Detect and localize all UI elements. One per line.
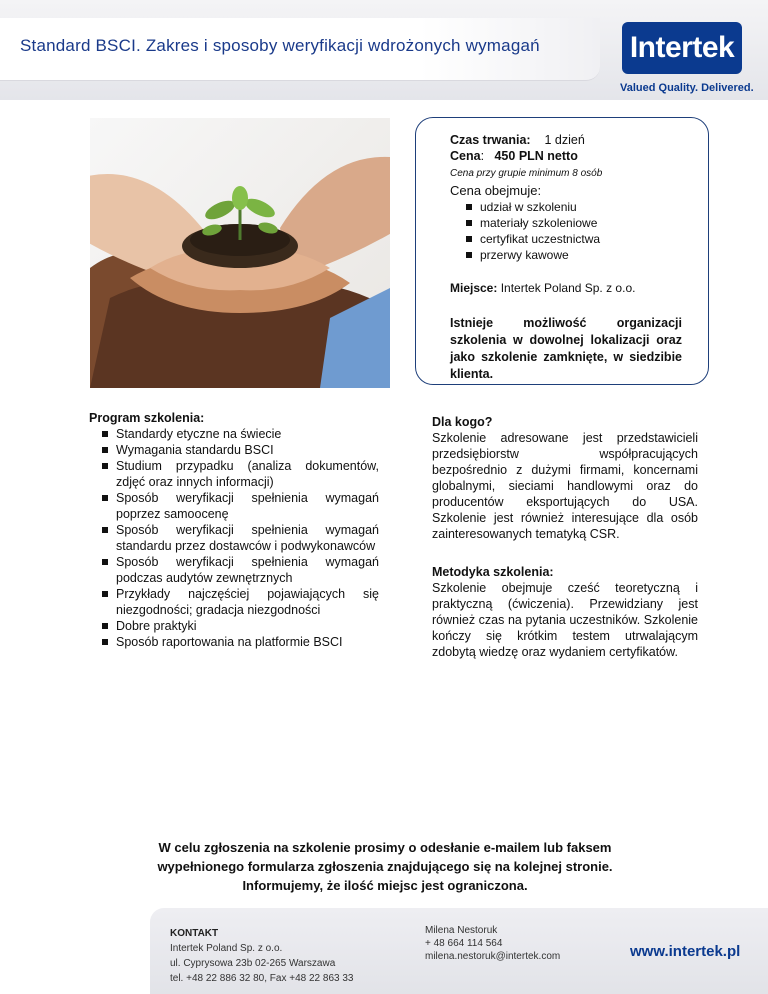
audience-text: Szkolenie adresowane jest przedstawicieli przedsiębiorstw współpracujących bezpośrednio z dużymi firmami, koncernami globalnymi, sieciami handlowymi oraz do producentów eksportujących do USA. Szkolenie jest również interesujące dla osób zainteresowanych tematyką CSR. xyxy=(432,431,698,541)
intertek-logo xyxy=(622,22,742,74)
program-item: Sposób weryfikacji spełnienia wymagań podczas audytów zewnętrznych xyxy=(116,555,379,585)
includes-item: udział w szkoleniu xyxy=(480,199,708,215)
method-title: Metodyka szkolenia: xyxy=(432,565,554,579)
contact-person-block xyxy=(425,924,560,963)
hands-with-plant-photo xyxy=(90,118,390,388)
method-text: Szkolenie obejmuje cześć teoretyczną i praktyczną (ćwiczenia). Przewidziany jest również czas na pytania uczestników. Szkolenie kończy się krótkim testem utrwalającym zdobytą wiedzę oraz wydaniem certyfikatów. xyxy=(432,581,698,659)
footer xyxy=(150,908,768,994)
registration-notice xyxy=(120,838,650,895)
program-item: Sposób weryfikacji spełnienia wymagań poprzez samoocenę xyxy=(116,491,379,521)
contact-block xyxy=(170,926,353,986)
contact-phone: + 48 664 114 564 xyxy=(425,938,503,949)
program-item: Studium przypadku (analiza dokumentów, zdjęć oraz innych informacji) xyxy=(116,459,379,489)
contact-person: Milena Nestoruk xyxy=(425,925,498,936)
right-column xyxy=(432,414,698,660)
place-value: Intertek Poland Sp. z o.o. xyxy=(500,281,636,295)
price-value: 450 PLN netto xyxy=(494,149,578,163)
contact-label: KONTAKT xyxy=(170,928,219,939)
program-item: Standardy etyczne na świecie xyxy=(116,426,379,442)
audience-title: Dla kogo? xyxy=(432,415,493,429)
place-row xyxy=(450,281,708,295)
duration-label: Czas trwania: xyxy=(450,133,531,147)
price-row: Cena: 450 PLN netto xyxy=(450,149,578,163)
program-section xyxy=(89,410,379,650)
includes-list xyxy=(450,199,708,263)
company-name: Intertek Poland Sp. z o.o. xyxy=(170,943,283,954)
includes-label: Cena obejmuje: xyxy=(450,183,542,198)
includes-item: certyfikat uczestnictwa xyxy=(480,231,708,247)
program-item: Przykłady najczęściej pojawiających się niezgodności; gradacja niezgodności xyxy=(116,587,379,617)
location-note: Istnieje możliwość organizacji szkolenia w dowolnej lokalizacji oraz jako szkolenie zamknięte, w siedzibie klienta. xyxy=(450,316,682,381)
company-phones: tel. +48 22 886 32 80, Fax +48 22 863 33 xyxy=(170,973,354,984)
course-info-box xyxy=(415,117,709,385)
duration-row xyxy=(450,132,708,148)
notice-line: wypełnionego formularza zgłoszenia znajdującego się na kolejnej stronie. xyxy=(157,859,613,874)
website-link[interactable]: www.intertek.pl xyxy=(630,943,741,960)
program-item: Dobre praktyki xyxy=(116,618,379,634)
notice-line: W celu zgłoszenia na szkolenie prosimy o odesłanie e-mailem lub faksem xyxy=(158,840,612,855)
company-address: ul. Cyprysowa 23b 02-265 Warszawa xyxy=(170,958,336,969)
price-note: Cena przy grupie minimum 8 osób xyxy=(450,168,603,179)
program-item: Wymagania standardu BSCI xyxy=(116,442,379,458)
includes-item: przerwy kawowe xyxy=(480,247,708,263)
notice-line: Informujemy, że ilość miejsc jest ograniczona. xyxy=(242,878,528,893)
contact-email[interactable]: milena.nestoruk@intertek.com xyxy=(425,951,561,962)
program-title: Program szkolenia: xyxy=(89,411,205,425)
program-list xyxy=(89,426,379,650)
place-label: Miejsce: xyxy=(450,281,498,295)
tagline: Valued Quality. Delivered. xyxy=(620,82,754,94)
logo-text: Intertek xyxy=(629,31,735,64)
program-item: Sposób weryfikacji spełnienia wymagań standardu przez dostawców i podwykonawców xyxy=(116,523,379,553)
program-item: Sposób raportowania na platformie BSCI xyxy=(116,634,379,650)
price-label: Cena xyxy=(450,149,481,163)
includes-item: materiały szkoleniowe xyxy=(480,215,708,231)
document-title: Standard BSCI. Zakres i sposoby weryfikacji wdrożonych wymagań xyxy=(20,36,540,55)
duration-value: 1 dzień xyxy=(544,133,585,147)
